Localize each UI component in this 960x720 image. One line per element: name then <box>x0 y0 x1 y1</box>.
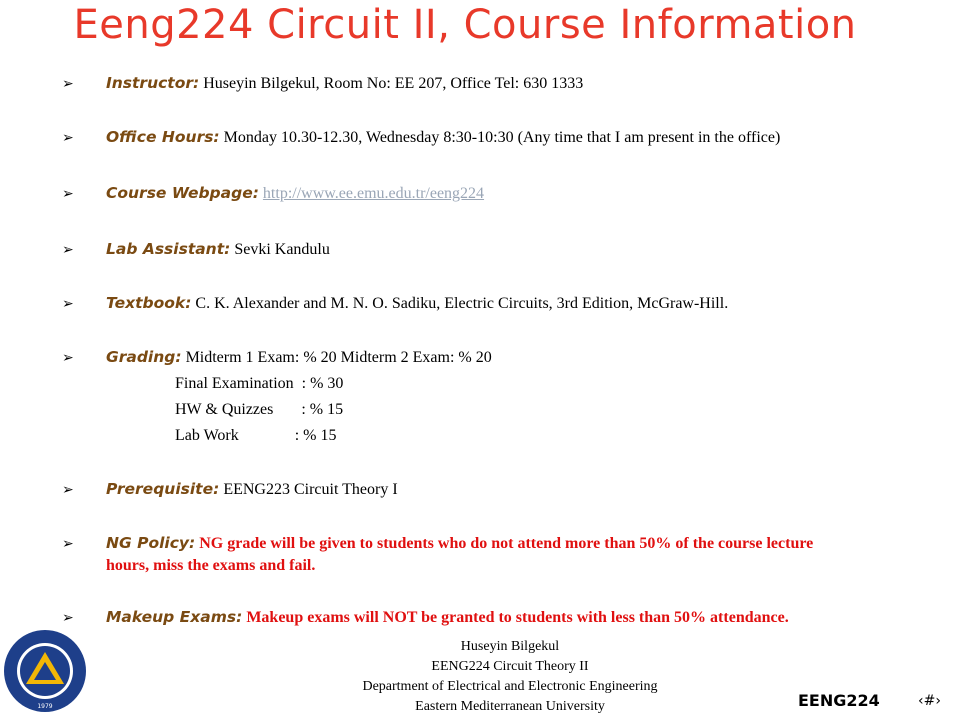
textbook-value: C. K. Alexander and M. N. O. Sadiku, Electric Circuits, 3rd Edition, McGraw-Hill. <box>195 295 729 312</box>
lab-assistant-label: Lab Assistant: <box>106 240 231 258</box>
instructor-item <box>62 72 942 95</box>
grading-final: Final Examination : % 30 <box>175 375 344 392</box>
lab-assistant-item <box>62 238 942 261</box>
textbook-item <box>62 292 942 315</box>
makeup-item <box>62 606 942 629</box>
ng-policy-item <box>62 532 942 577</box>
instructor-label: Instructor: <box>106 74 200 92</box>
textbook-label: Textbook: <box>106 294 192 312</box>
office-hours-item <box>62 126 942 149</box>
ng-policy-value: NG grade will be given to students who do not attend more than 50% of the course lecture <box>199 535 814 552</box>
makeup-label: Makeup Exams: <box>106 608 243 626</box>
course-webpage-link[interactable]: http://www.ee.emu.edu.tr/eeng224 <box>262 185 485 202</box>
course-tag: EENG224 <box>798 691 880 710</box>
arrow-bullet-icon: ➢ <box>62 610 74 626</box>
grading-hw: HW & Quizzes : % 15 <box>175 401 344 418</box>
grading-lab: Lab Work : % 15 <box>175 427 337 444</box>
arrow-bullet-icon: ➢ <box>62 186 74 202</box>
arrow-bullet-icon: ➢ <box>62 536 74 552</box>
arrow-bullet-icon: ➢ <box>62 76 74 92</box>
ng-policy-label: NG Policy: <box>106 534 196 552</box>
grading-label: Grading: <box>106 348 182 366</box>
slide-number: ‹#› <box>918 693 941 709</box>
webpage-item <box>62 182 942 205</box>
university-logo-icon <box>2 628 88 714</box>
office-hours-value: Monday 10.30-12.30, Wednesday 8:30-10:30 (Any time that I am present in the office) <box>223 129 781 146</box>
slide-title: Eeng224 Circuit II, Course Information <box>73 2 857 48</box>
prerequisite-value: EENG223 Circuit Theory I <box>223 481 398 498</box>
instructor-value: Huseyin Bilgekul, Room No: EE 207, Office Tel: 630 1333 <box>203 75 584 92</box>
footer-university: Eastern Mediterranean University <box>415 699 605 714</box>
footer-credits <box>320 637 700 717</box>
arrow-bullet-icon: ➢ <box>62 482 74 498</box>
footer-author: Huseyin Bilgekul <box>460 639 560 654</box>
prerequisite-item <box>62 478 942 501</box>
arrow-bullet-icon: ➢ <box>62 296 74 312</box>
office-hours-label: Office Hours: <box>106 128 220 146</box>
footer-department: Department of Electrical and Electronic Engineering <box>362 679 658 694</box>
arrow-bullet-icon: ➢ <box>62 242 74 258</box>
footer-course: EENG224 Circuit Theory II <box>431 659 589 674</box>
arrow-bullet-icon: ➢ <box>62 350 74 366</box>
webpage-label: Course Webpage: <box>106 184 259 202</box>
arrow-bullet-icon: ➢ <box>62 130 74 146</box>
svg-text:1979: 1979 <box>37 703 53 710</box>
lab-assistant-value: Sevki Kandulu <box>234 241 330 258</box>
makeup-value: Makeup exams will NOT be granted to students with less than 50% attendance. <box>246 609 789 626</box>
ng-policy-value-cont: hours, miss the exams and fail. <box>106 557 316 574</box>
prerequisite-label: Prerequisite: <box>106 480 220 498</box>
grading-item <box>62 346 942 369</box>
grading-value: Midterm 1 Exam: % 20 Midterm 2 Exam: % 20 <box>185 349 492 366</box>
